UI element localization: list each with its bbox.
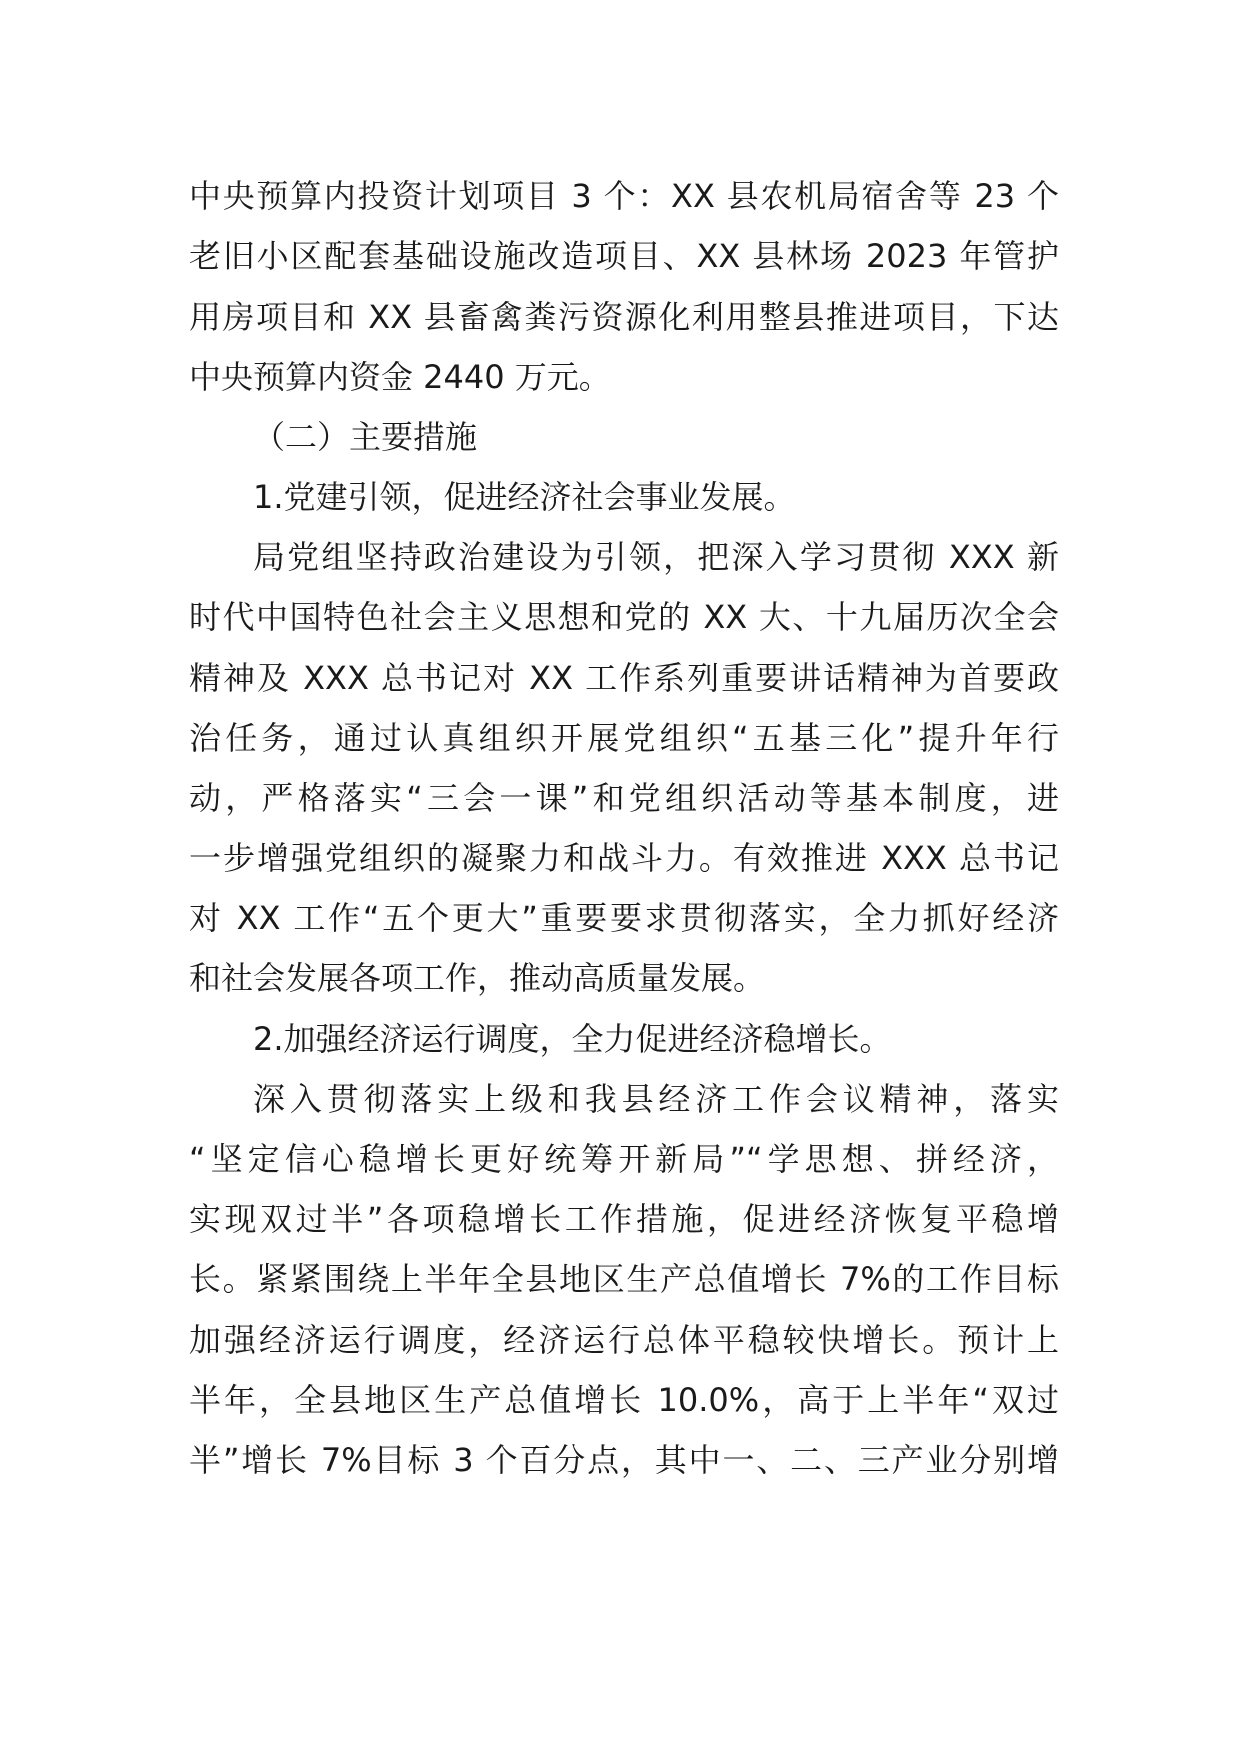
body-text-line: 老旧小区配套基础设施改造项目、XX 县林场 2023 年管护 — [189, 237, 1059, 275]
body-text-line: 长。紧紧围绕上半年全县地区生产总值增长 7%的工作目标 — [189, 1260, 1059, 1298]
body-text-line: 局党组坚持政治建设为引领，把深入学习贯彻 XXX 新 — [253, 538, 1059, 576]
body-text-line: 对 XX 工作“五个更大”重要要求贯彻落实，全力抓好经济 — [189, 899, 1059, 937]
body-text-line: 半年，全县地区生产总值增长 10.0%，高于上半年“双过 — [189, 1381, 1059, 1419]
body-text-line: 半”增长 7%目标 3 个百分点，其中一、二、三产业分别增 — [189, 1441, 1059, 1479]
body-text-line: 动，严格落实“三会一课”和党组织活动等基本制度，进 — [189, 779, 1059, 817]
body-text-line: 中央预算内投资计划项目 3 个：XX 县农机局宿舍等 23 个 — [189, 177, 1059, 215]
body-text-line: 和社会发展各项工作，推动高质量发展。 — [189, 959, 766, 997]
body-text-line: 一步增强党组织的凝聚力和战斗力。有效推进 XXX 总书记 — [189, 839, 1059, 877]
body-text-line: 中央预算内资金 2440 万元。 — [189, 358, 611, 396]
body-text-line: 时代中国特色社会主义思想和党的 XX 大、十九届历次全会 — [189, 598, 1059, 636]
body-text-line: 精神及 XXX 总书记对 XX 工作系列重要讲话精神为首要政 — [189, 659, 1059, 697]
subsection-heading: 2.加强经济运行调度，全力促进经济稳增长。 — [253, 1020, 892, 1058]
section-heading: （二）主要措施 — [253, 418, 478, 456]
subsection-heading: 1.党建引领，促进经济社会事业发展。 — [253, 478, 796, 516]
body-text-line: 深入贯彻落实上级和我县经济工作会议精神，落实 — [253, 1080, 1059, 1118]
body-text-line: 加强经济运行调度，经济运行总体平稳较快增长。预计上 — [189, 1321, 1059, 1359]
body-text-line: “坚定信心稳增长更好统筹开新局”“学思想、拼经济， — [189, 1140, 1059, 1178]
body-text-line: 治任务，通过认真组织开展党组织“五基三化”提升年行 — [189, 719, 1059, 757]
body-text-line: 实现双过半”各项稳增长工作措施，促进经济恢复平稳增 — [189, 1200, 1059, 1238]
body-text-line: 用房项目和 XX 县畜禽粪污资源化利用整县推进项目，下达 — [189, 298, 1059, 336]
